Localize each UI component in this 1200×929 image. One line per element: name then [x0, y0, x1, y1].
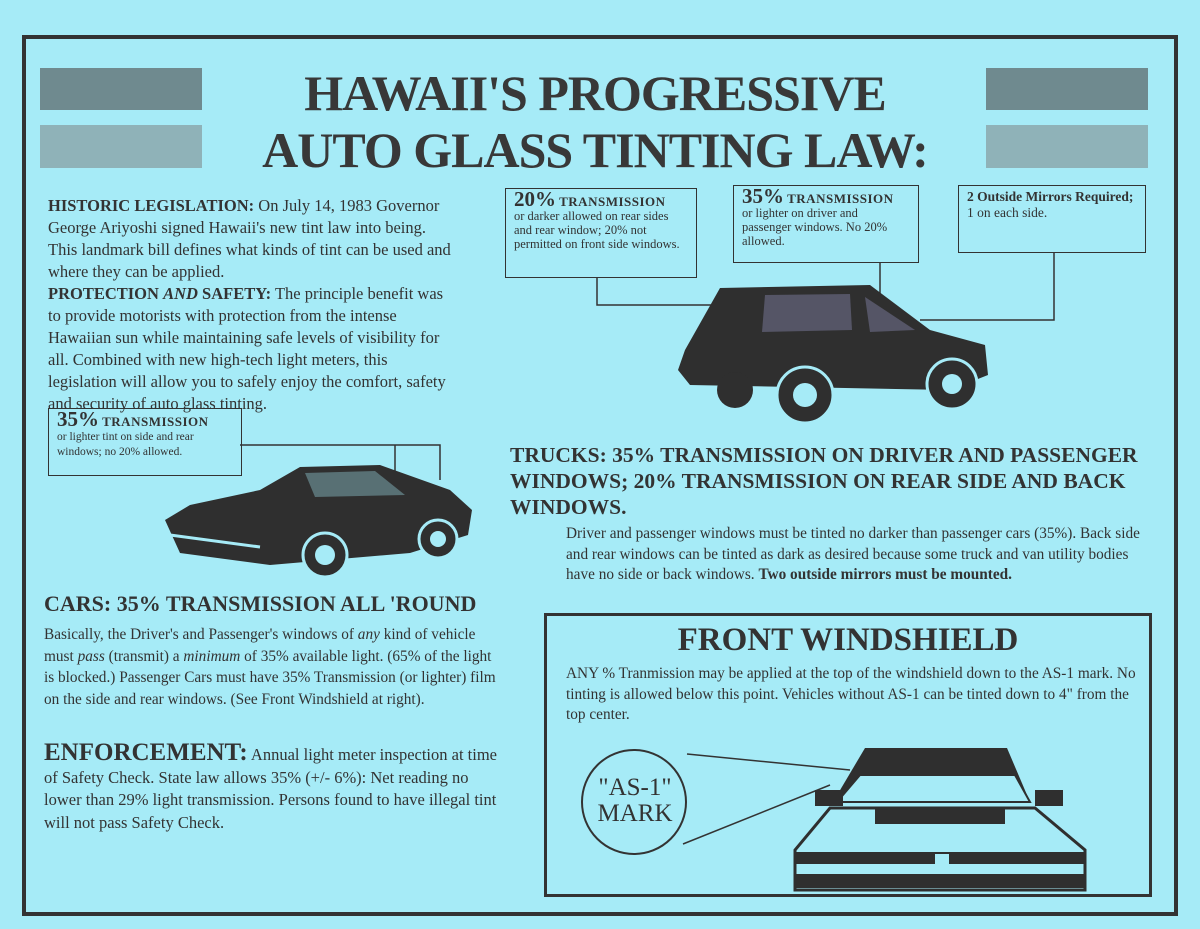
protection-heading-a: PROTECTION: [48, 284, 159, 303]
car-callout-pct: 35%: [57, 407, 99, 431]
truck-illustration: [590, 250, 1060, 430]
sports-car-illustration: [150, 435, 490, 585]
title-line-1: HAWAII'S PROGRESSIVE: [304, 65, 886, 121]
car-callout-text: or lighter tint on side and rear windows; no 20% allowed.: [57, 431, 194, 458]
truck-callout-35-text: or lighter on driver and passenger windows. No 20% allowed.: [742, 206, 888, 248]
car-callout-label: TRANSMISSION: [102, 414, 209, 429]
cars-text-4: pass: [77, 647, 105, 665]
cars-heading: CARS: 35% TRANSMISSION ALL 'ROUND: [44, 591, 477, 616]
trucks-text: [566, 524, 1151, 586]
windshield-text: ANY % Tranmission may be applied at the top of the windshield down to the AS-1 mark. No tinting is allowed below this point. Vehicles without AS-1 can be tinted down to 4" from the top center.: [566, 665, 1136, 723]
truck-callout-35-pct: 35%: [742, 184, 784, 208]
cars-text: [44, 624, 504, 710]
historic-text: On July 14, 1983 Governor George Ariyoshi signed Hawaii's new tint law into being. This landmark bill defines what kinds of tint can be used and where they can be applied.: [48, 196, 451, 281]
windshield-heading: FRONT WINDSHIELD: [677, 622, 1019, 658]
mirrors-callout-bold: 2 Outside Mirrors Required;: [967, 189, 1134, 204]
cars-text-5: (transmit) a: [104, 647, 184, 665]
enforcement-section: [44, 739, 504, 834]
protection-text: The principle benefit was to provide motorists with protection from the intense Hawaiian sun while maintaining safe levels of visibility for all. Combined with new high-tech light meters, this legislation will allow you to safely enjoy the comfort, safety and security of auto glass tinting.: [48, 284, 446, 413]
enforcement-text: Annual light meter inspection at time of Safety Check. State law allows 35% (+/- 6%): Net reading no lower than 29% light transmission. Persons found to have illegal tint will not pass Safety Check.: [44, 745, 497, 832]
cars-text-2: any: [357, 626, 380, 643]
trucks-text-body: Driver and passenger windows must be tinted no darker than passenger cars (35%). Back side and rear windows can be tinted as dark as desired because some truck and van utility bodies have no side or back windows.: [566, 525, 1140, 583]
protection-heading-b: AND: [163, 284, 198, 303]
cars-text-7: of 35% available light. (65% of the light is blocked.) Passenger Cars must have 35% Transmission (or lighter) film on the side and rear windows. (See Front Windshield at right).: [44, 647, 496, 708]
historic-heading: HISTORIC LEGISLATION:: [48, 196, 255, 215]
cars-text-6: minimum: [183, 647, 241, 665]
mirrors-callout: [958, 185, 1146, 253]
enforcement-heading: ENFORCEMENT:: [44, 739, 248, 766]
trucks-heading: TRUCKS: 35% TRANSMISSION ON DRIVER AND PASSENGER WINDOWS; 20% TRANSMISSION ON REAR SIDE AND BACK WINDOWS.: [510, 443, 1138, 519]
cars-text-1: Basically, the Driver's and Passenger's windows of: [44, 626, 358, 643]
protection-heading-c: SAFETY:: [202, 284, 272, 303]
header-bar-right-top: [986, 68, 1148, 110]
trucks-text-bold: Two outside mirrors must be mounted.: [758, 566, 1012, 583]
header-bar-left-bottom: [40, 125, 202, 168]
truck-callout-20-label: TRANSMISSION: [559, 194, 666, 209]
title-line-2: AUTO GLASS TINTING LAW:: [262, 122, 928, 178]
truck-callout-20-text: or darker allowed on rear sides and rear window; 20% not permitted on front side windows.: [514, 209, 680, 251]
header-bar-left-top: [40, 68, 202, 110]
cars-text-3: kind of vehicle must: [44, 626, 476, 665]
truck-callout-35-label: TRANSMISSION: [787, 191, 894, 206]
mirrors-callout-text: 1 on each side.: [967, 205, 1048, 220]
as1-mark-line1: "AS-1": [598, 774, 672, 801]
as1-mark-label: [580, 775, 690, 827]
header-bar-right-bottom: [986, 125, 1148, 168]
as1-mark-line2: MARK: [597, 800, 673, 827]
intro-text: [48, 195, 458, 415]
truck-callout-20-pct: 20%: [514, 187, 556, 211]
